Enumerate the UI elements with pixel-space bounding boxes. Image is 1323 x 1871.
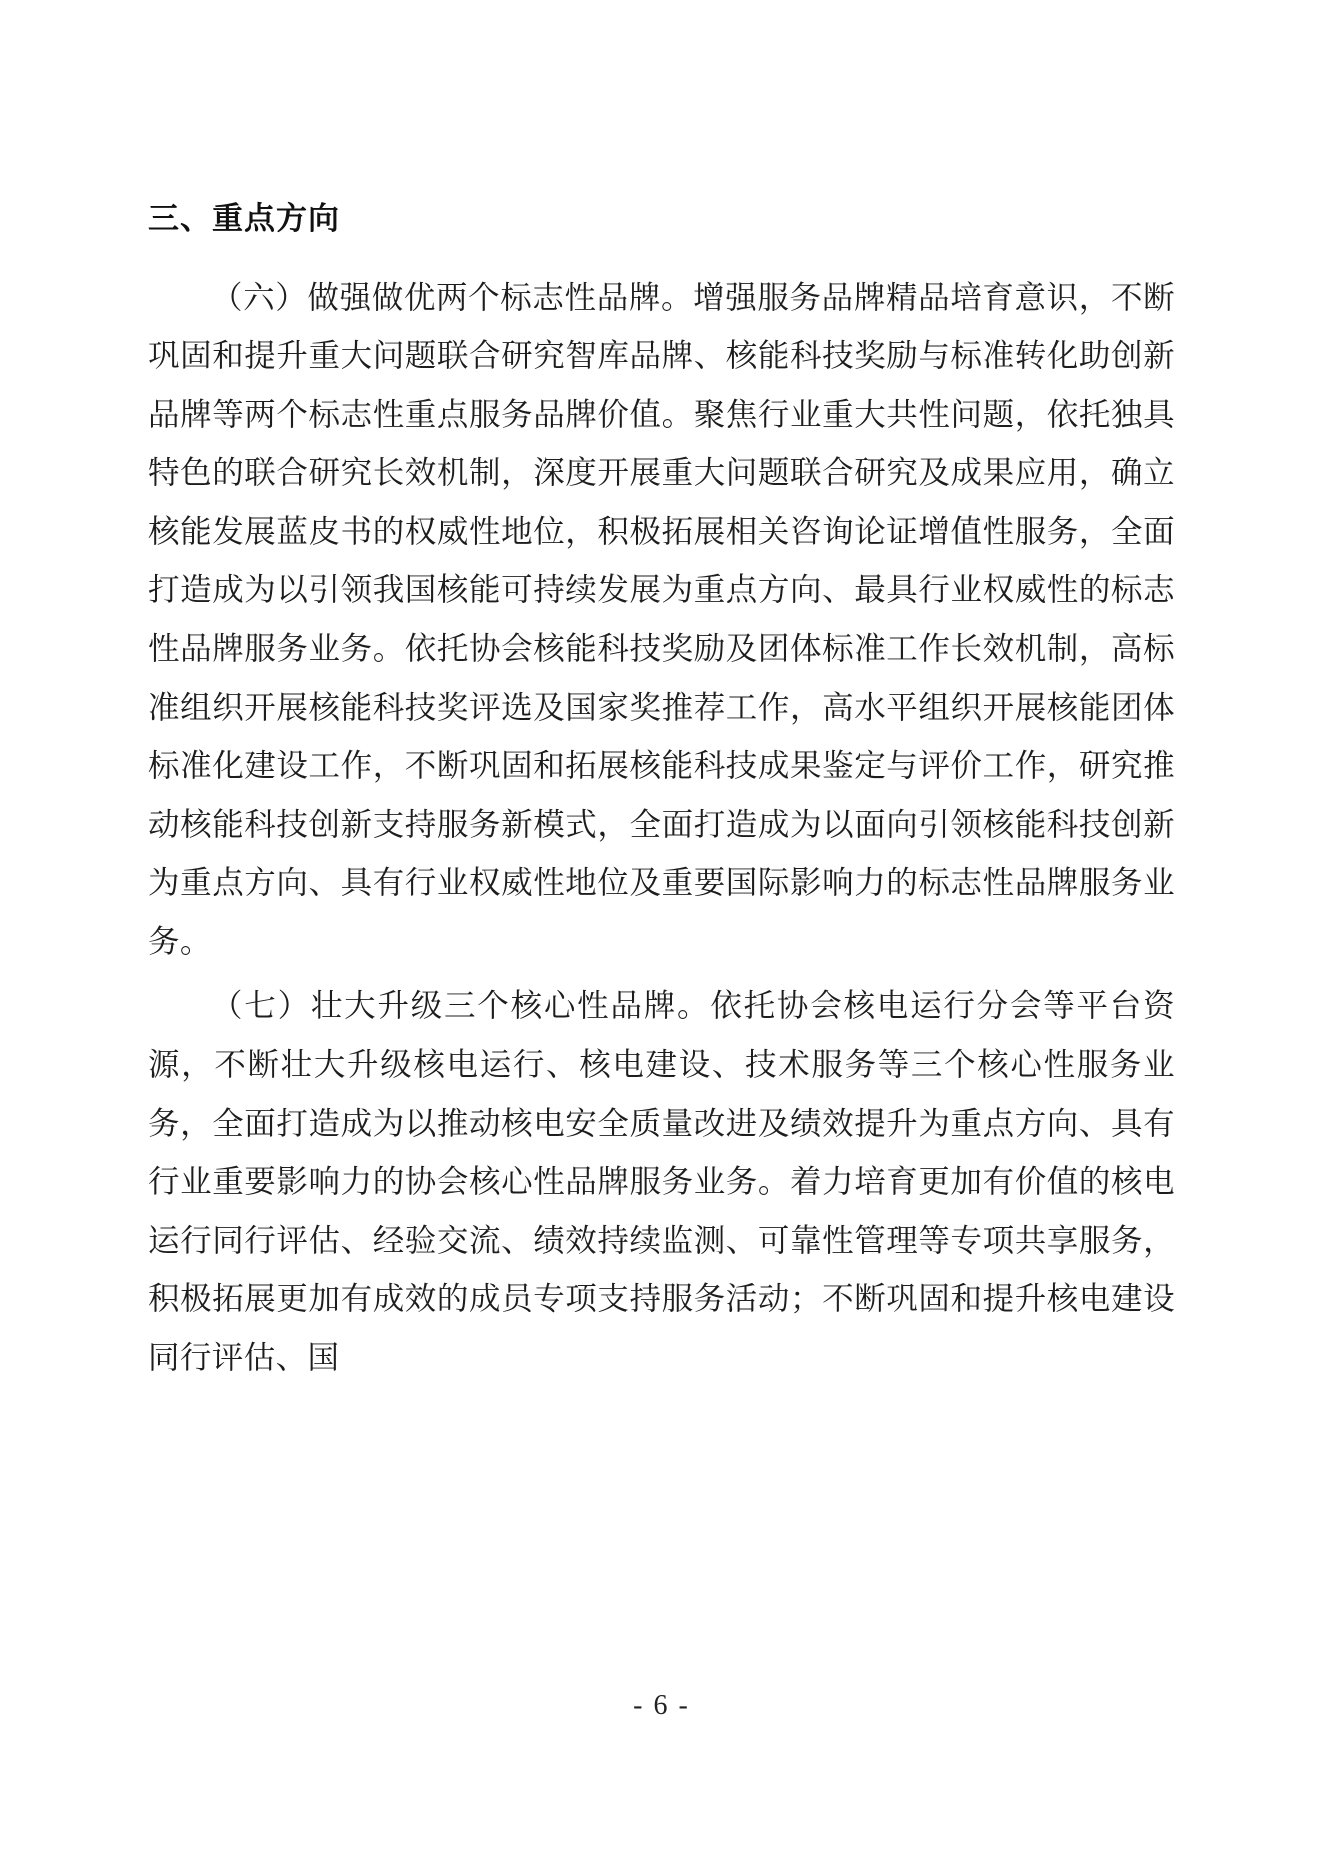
paragraph-six: （六）做强做优两个标志性品牌。增强服务品牌精品培育意识，不断巩固和提升重大问题联合研究智库品牌、核能科技奖励与标准转化助创新品牌等两个标志性重点服务品牌价值。聚焦行业重大共性问题，依托独具特色的联合研究长效机制，深度开展重大问题联合研究及成果应用，确立核能发展蓝皮书的权威性地位，积极拓展相关咨询论证增值性服务，全面打造成为以引领我国核能可持续发展为重点方向、最具行业权威性的标志性品牌服务业务。依托协会核能科技奖励及团体标准工作长效机制，高标准组织开展核能科技奖评选及国家奖推荐工作，高水平组织开展核能团体标准化建设工作，不断巩固和拓展核能科技成果鉴定与评价工作，研究推动核能科技创新支持服务新模式，全面打造成为以面向引领核能科技创新为重点方向、具有行业权威性地位及重要国际影响力的标志性品牌服务业务。 <box>148 279 1175 959</box>
page-content <box>148 196 1175 1393</box>
section-heading: 三、重点方向 <box>148 201 340 237</box>
page-number: - 6 - <box>633 1690 690 1721</box>
paragraph-seven: （七）壮大升级三个核心性品牌。依托协会核电运行分会等平台资源，不断壮大升级核电运行、核电建设、技术服务等三个核心性服务业务，全面打造成为以推动核电安全质量改进及绩效提升为重点方向、具有行业重要影响力的协会核心性品牌服务业务。着力培育更加有价值的核电运行同行评估、经验交流、绩效持续监测、可靠性管理等专项共享服务，积极拓展更加有成效的成员专项支持服务活动；不断巩固和提升核电建设同行评估、国 <box>148 988 1175 1375</box>
